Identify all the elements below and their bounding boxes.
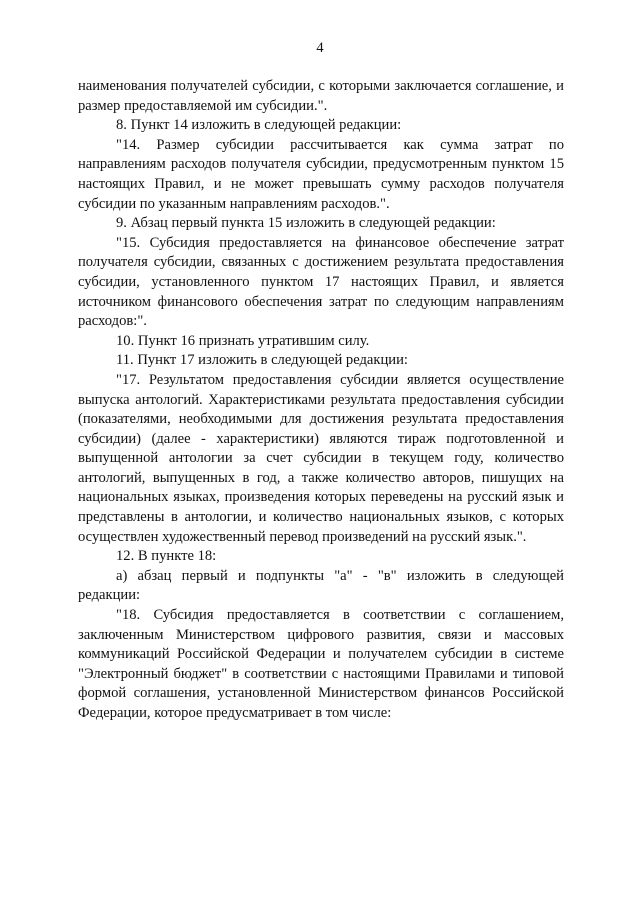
paragraph-point-17: "17. Результатом предоставления субсидии является осуществление выпуска антологий. Характеристиками результата предоставления субсидии (показателями, необходимыми для достижения результата предоставления субсидии) (далее - характеристики) являются тираж подготовленной и выпущенной антологии за счет субсидии в текущем году, количество антологий, выпущенных в год, а также количество авторов, пишущих на национальных языках, произведения которых переведены на русский язык и представлены в антологии, и количество национальных языков, с которых осуществлен художественный перевод произведений на русский язык.". — [78, 371, 564, 545]
paragraph-point-14: "14. Размер субсидии рассчитывается как сумма затрат по направлениям расходов получателя субсидии, предусмотренным пунктом 15 настоящих Правил, и не может превышать сумму расходов получателя субсидии по указанным направлениям расходов.". — [78, 136, 564, 212]
paragraph-item-12: 12. В пункте 18: — [116, 548, 217, 565]
paragraph-continuation: наименования получателей субсидии, с которыми заключается соглашение, и размер предоставляемой им субсидии.". — [78, 78, 564, 114]
document-body — [78, 77, 564, 724]
paragraph-point-18: "18. Субсидия предоставляется в соответствии с соглашением, заключенным Министерством цифрового развития, связи и массовых коммуникаций Российской Федерации и получателем субсидии в системе "Электронный бюджет" в соответствии с настоящими Правилами и типовой формой соглашения, установленной Министерством финансов Российской Федерации, которое предусматривает в том числе: — [78, 607, 564, 721]
paragraph-subitem-a: а) абзац первый и подпункты "а" - "в" изложить в следующей редакции: — [78, 567, 564, 604]
paragraph-item-10: 10. Пункт 16 признать утратившим силу. — [116, 332, 370, 349]
paragraph-item-11: 11. Пункт 17 изложить в следующей редакции: — [116, 352, 408, 369]
paragraph-item-9: 9. Абзац первый пункта 15 изложить в следующей редакции: — [116, 215, 496, 232]
paragraph-item-8: 8. Пункт 14 изложить в следующей редакции: — [116, 117, 402, 134]
paragraph-point-15: "15. Субсидия предоставляется на финансовое обеспечение затрат получателя субсидии, связанных с достижением результата предоставления субсидии, установленного пунктом 17 настоящих Правил, и является источником финансового обеспечения затрат по следующим направлениям расходов:". — [78, 234, 564, 330]
page-number: 4 — [316, 40, 324, 56]
